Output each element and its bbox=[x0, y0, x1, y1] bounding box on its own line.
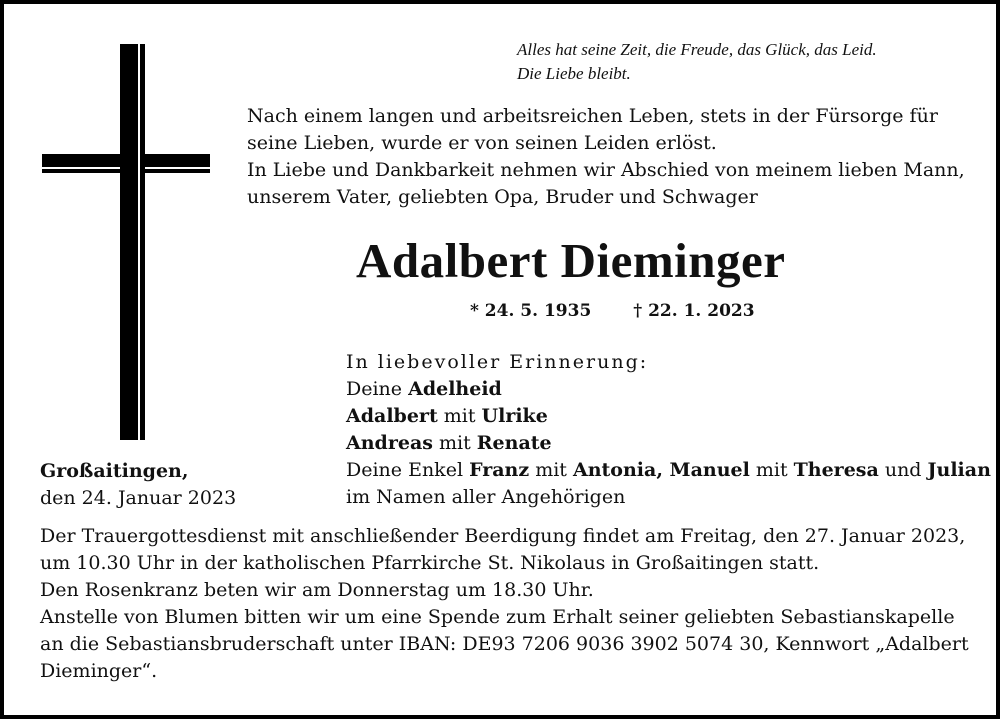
motto-line: Alles hat seine Zeit, die Freude, das Glück, das Leid. bbox=[517, 40, 877, 59]
cross-icon bbox=[42, 44, 210, 440]
deceased-name: Adalbert Dieminger bbox=[356, 233, 786, 288]
mourner-line: Adalbert mit Ulrike bbox=[346, 405, 548, 427]
intro-line: unserem Vater, geliebten Opa, Bruder und Schwager bbox=[247, 186, 758, 208]
mourner-line: Deine Enkel Franz mit Antonia, Manuel mit Theresa und Julian bbox=[346, 459, 991, 481]
place: Großaitingen, bbox=[40, 460, 189, 482]
mourner-line: Andreas mit Renate bbox=[346, 432, 552, 454]
intro-line: Nach einem langen und arbeitsreichen Leben, stets in der Fürsorge für bbox=[247, 105, 938, 127]
mourner-name: Julian bbox=[927, 459, 991, 481]
service-line: an die Sebastiansbruderschaft unter IBAN: DE93 7206 9036 3902 5074 30, Kennwort „Adalbert bbox=[40, 633, 969, 655]
place-date bbox=[40, 458, 236, 512]
mourner-name: Renate bbox=[476, 432, 552, 454]
service-line: Anstelle von Blumen bitten wir um eine Spende zum Erhalt seiner geliebten Sebastianskapelle bbox=[40, 606, 955, 628]
service-line: um 10.30 Uhr in der katholischen Pfarrkirche St. Nikolaus in Großaitingen statt. bbox=[40, 552, 820, 574]
mourner-name: Theresa bbox=[793, 459, 879, 481]
mourners-list bbox=[346, 349, 991, 511]
mourner-name: Andreas bbox=[346, 432, 433, 454]
intro-line: In Liebe und Dankbarkeit nehmen wir Abschied von meinem lieben Mann, bbox=[247, 159, 965, 181]
intro-line: seine Lieben, wurde er von seinen Leiden erlöst. bbox=[247, 132, 717, 154]
mourner-name: Franz bbox=[469, 459, 530, 481]
service-line: Den Rosenkranz beten wir am Donnerstag um 18.30 Uhr. bbox=[40, 579, 594, 601]
mourner-name: Adalbert bbox=[346, 405, 438, 427]
mourner-name: Adelheid bbox=[408, 378, 502, 400]
motto-line: Die Liebe bleibt. bbox=[517, 64, 631, 83]
service-info bbox=[40, 523, 969, 685]
life-dates bbox=[470, 301, 755, 321]
mourner-name: Ulrike bbox=[481, 405, 548, 427]
intro-text bbox=[247, 103, 965, 211]
service-line: Der Trauergottesdienst mit anschließender Beerdigung findet am Freitag, den 27. Januar 2023, bbox=[40, 525, 966, 547]
mourner-name: Antonia, Manuel bbox=[572, 459, 750, 481]
notice-date: den 24. Januar 2023 bbox=[40, 487, 237, 509]
birth-date: * 24. 5. 1935 bbox=[470, 301, 592, 321]
service-line: Dieminger“. bbox=[40, 660, 158, 682]
death-date: † 22. 1. 2023 bbox=[633, 301, 755, 321]
mourner-line: Deine Adelheid bbox=[346, 378, 502, 400]
mourner-closing: im Namen aller Angehörigen bbox=[346, 486, 626, 508]
motto-quote bbox=[517, 38, 877, 86]
remembrance-heading: In liebevoller Erinnerung: bbox=[346, 351, 649, 373]
